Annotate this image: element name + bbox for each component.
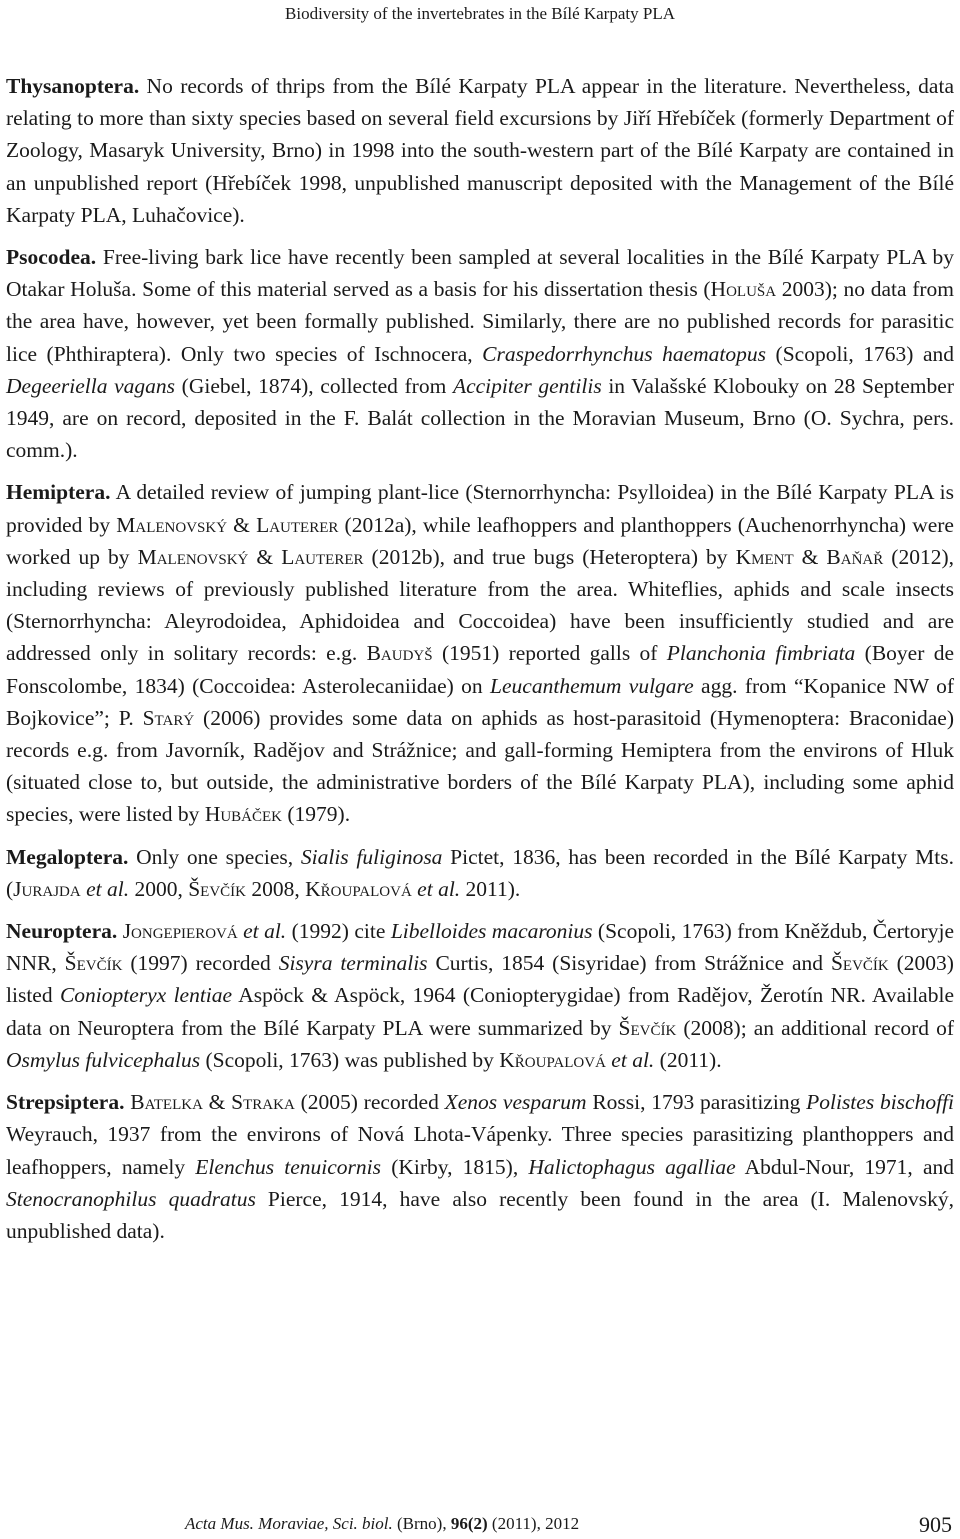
- paragraph-neuroptera: [6, 915, 954, 1076]
- text-run: Weyrauch, 1937 from the environs of Nová Lhota-Vápenky. Three species parasitizing planthoppers and leafhoppers, namely: [6, 1122, 954, 1179]
- author-name: Jongepierová: [122, 919, 238, 944]
- text-run: Aspöck & Aspöck, 1964 (Coniopterygidae) from Radějov, Žerotín NR. Available data on Neuroptera from the Bílé Karpaty PLA were summarized by: [6, 983, 954, 1040]
- author-name: Baudyš: [366, 641, 433, 666]
- author-name: Hubáček: [204, 802, 283, 827]
- text-run: (2008); an additional record of: [676, 1015, 954, 1040]
- author-name: Jurajda: [13, 876, 81, 901]
- text-run: (2011), 2012: [487, 1514, 580, 1533]
- text-run: (1951) reported galls of: [432, 641, 667, 666]
- italic-text: Sisyra terminalis: [278, 951, 428, 976]
- section-heading: Thysanoptera.: [6, 74, 140, 98]
- italic-text: Craspedorrhynchus haematopus: [482, 341, 767, 366]
- text-run: No records of thrips from the Bílé Karpaty PLA appear in the literature. Nevertheless, data relating to more than sixty species based on several field excursions by Jiří Hřebíček (formerly Department of Zoology, Masaryk University, Brno) in 1998 into the south-western part of the Bílé Karpaty are contained in an unpublished report (Hřebíček 1998, unpublished manuscript deposited with the Management of the Bílé Karpaty PLA, Luhačovice).: [6, 74, 954, 227]
- italic-text: Acta Mus. Moraviae, Sci. biol.: [185, 1514, 393, 1533]
- text-run: (2006) provides some data on aphids as host-parasitoid (Hymenoptera: Braconidae) records e.g. from Javorník, Radějov and Strážnice; and gall-forming Hemiptera from the environs of Hluk (situated close to, but outside, the administrative borders of the Bílé Karpaty PLA), including some aphid species, were listed by: [6, 705, 955, 827]
- text-run: (2011).: [654, 1047, 722, 1072]
- author-name: Malenovský & Lauterer: [137, 544, 364, 569]
- italic-text: Xenos vesparum: [444, 1090, 587, 1115]
- paragraph-body: [6, 1090, 954, 1243]
- section-heading: Megaloptera.: [6, 844, 129, 869]
- text-run: (1997) recorded: [122, 951, 279, 976]
- italic-text: et al.: [243, 919, 287, 944]
- text-run: Only one species,: [128, 844, 301, 869]
- paragraph-thysanoptera: [6, 70, 954, 231]
- italic-text: et al.: [417, 876, 461, 901]
- italic-text: Accipiter gentilis: [452, 373, 602, 398]
- bold-text: 96(2): [450, 1514, 488, 1533]
- running-header: [0, 4, 960, 24]
- italic-text: Polistes bischoffi: [806, 1090, 955, 1115]
- section-heading: Neuroptera.: [6, 919, 118, 944]
- italic-text: Degeeriella vagans: [6, 373, 176, 398]
- paragraph-psocodea: [6, 241, 954, 466]
- author-name: Křoupalová: [305, 876, 412, 901]
- text-run: (Scopoli, 1763) and: [766, 341, 955, 366]
- text-run: Rossi, 1793 parasitizing: [586, 1090, 807, 1115]
- text-run: (Brno),: [392, 1514, 451, 1533]
- text-run: 2003); no data from the area have, however, yet been formally published. Similarly, there are no published records for parasitic lice (Phthiraptera). Only two species of Ischnocera,: [6, 277, 954, 366]
- text-run: (Kirby, 1815),: [381, 1154, 529, 1179]
- article-body: [6, 70, 954, 1257]
- author-name: Ševčík: [618, 1015, 677, 1040]
- author-name: Křoupalová: [499, 1047, 606, 1072]
- page-number: 905: [919, 1512, 952, 1537]
- text-run: (1992) cite: [286, 919, 391, 944]
- text-run: (2012), including reviews of previously published literature from the area. Whiteflies, aphids and scale insects (Sternorrhyncha: Aleyrodoidea, Aphidoidea and Coccoidea) have been insufficiently studied and are addressed only in solitary records: e.g.: [6, 544, 954, 666]
- page-footer: [0, 1512, 960, 1536]
- paragraph-body: [6, 919, 954, 1072]
- text-run: (2005) recorded: [294, 1090, 445, 1115]
- text-run: (Giebel, 1874), collected from: [175, 373, 453, 398]
- text-run: Pictet, 1836, has been recorded in the Bílé Karpaty Mts. (: [6, 844, 954, 901]
- text-run: (1979).: [282, 802, 351, 827]
- text-run: Curtis, 1854 (Sisyridae) from Strážnice and: [427, 951, 831, 976]
- paragraph-body: [6, 245, 954, 462]
- italic-text: et al.: [86, 876, 130, 901]
- paragraph-body: [6, 480, 954, 826]
- paragraph-megaloptera: [6, 841, 954, 905]
- italic-text: Osmylus fulvicephalus: [6, 1047, 201, 1072]
- paragraph-hemiptera: [6, 476, 954, 830]
- text-run: in Valašské Klobouky on 28 September 1949, are on record, deposited in the F. Balát collection in the Moravian Museum, Brno (O. Sychra, pers. comm.).: [6, 373, 954, 463]
- italic-text: Stenocranophilus quadratus: [6, 1186, 256, 1211]
- text-run: Pierce, 1914, have also recently been found in the area (I. Malenovský, unpublished data).: [6, 1186, 954, 1243]
- journal-citation: [185, 1514, 579, 1534]
- text-run: agg. from “Kopanice NW of Bojkovice”; P.: [6, 673, 954, 730]
- paragraph-strepsiptera: [6, 1086, 954, 1247]
- paragraph-body: [6, 74, 954, 227]
- italic-text: Halictophagus agalliae: [528, 1154, 736, 1179]
- italic-text: et al.: [611, 1047, 655, 1072]
- text-run: Free-living bark lice have recently been sampled at several localities in the Bílé Karpaty PLA by Otakar Holuša. Some of this material served as a basis for his dissertation thesis (: [6, 245, 954, 302]
- text-run: Abdul-Nour, 1971, and: [735, 1154, 954, 1179]
- text-run: (Boyer de Fonscolombe, 1834) (Coccoidea: Asterolecaniidae) on: [6, 641, 954, 698]
- text-run: A detailed review of jumping plant-lice (Sternorrhyncha: Psylloidea) in the Bílé Karpaty PLA is provided by: [6, 480, 954, 537]
- italic-text: Libelloides macaronius: [390, 919, 593, 944]
- text-run: 2008,: [246, 876, 306, 901]
- author-name: Ševčík: [188, 876, 247, 901]
- author-name: Ševčík: [830, 951, 889, 976]
- text-run: (2003) listed: [6, 951, 954, 1008]
- italic-text: Leucanthemum vulgare: [490, 673, 694, 698]
- author-name: Malenovský & Lauterer: [116, 512, 339, 537]
- author-name: Ševčík: [64, 951, 123, 976]
- text-run: 2000,: [129, 876, 189, 901]
- section-heading: Strepsiptera.: [6, 1090, 125, 1115]
- text-run: (Scopoli, 1763) from Kněždub, Čertoryje NNR,: [6, 919, 954, 976]
- text-run: (Scopoli, 1763) was published by: [200, 1047, 500, 1072]
- text-run: (2012a), while leafhoppers and planthoppers (Auchenorrhyncha) were worked up by: [6, 512, 954, 569]
- italic-text: Sialis fuliginosa: [300, 844, 443, 869]
- italic-text: Elenchus tenuicornis: [195, 1154, 382, 1179]
- author-name: Batelka & Straka: [130, 1090, 295, 1115]
- section-heading: Hemiptera.: [6, 480, 111, 505]
- section-heading: Psocodea.: [6, 245, 97, 270]
- running-title: Biodiversity of the invertebrates in the Bílé Karpaty PLA: [285, 4, 675, 23]
- author-name: Starý: [142, 705, 195, 730]
- author-name: Kment & Baňař: [735, 544, 884, 569]
- italic-text: Planchonia fimbriata: [666, 641, 856, 666]
- text-run: 2011).: [460, 876, 521, 901]
- author-name: Holuša: [710, 277, 777, 302]
- paragraph-body: [6, 845, 954, 901]
- text-run: (2012b), and true bugs (Heteroptera) by: [363, 544, 736, 569]
- italic-text: Coniopteryx lentiae: [59, 983, 233, 1008]
